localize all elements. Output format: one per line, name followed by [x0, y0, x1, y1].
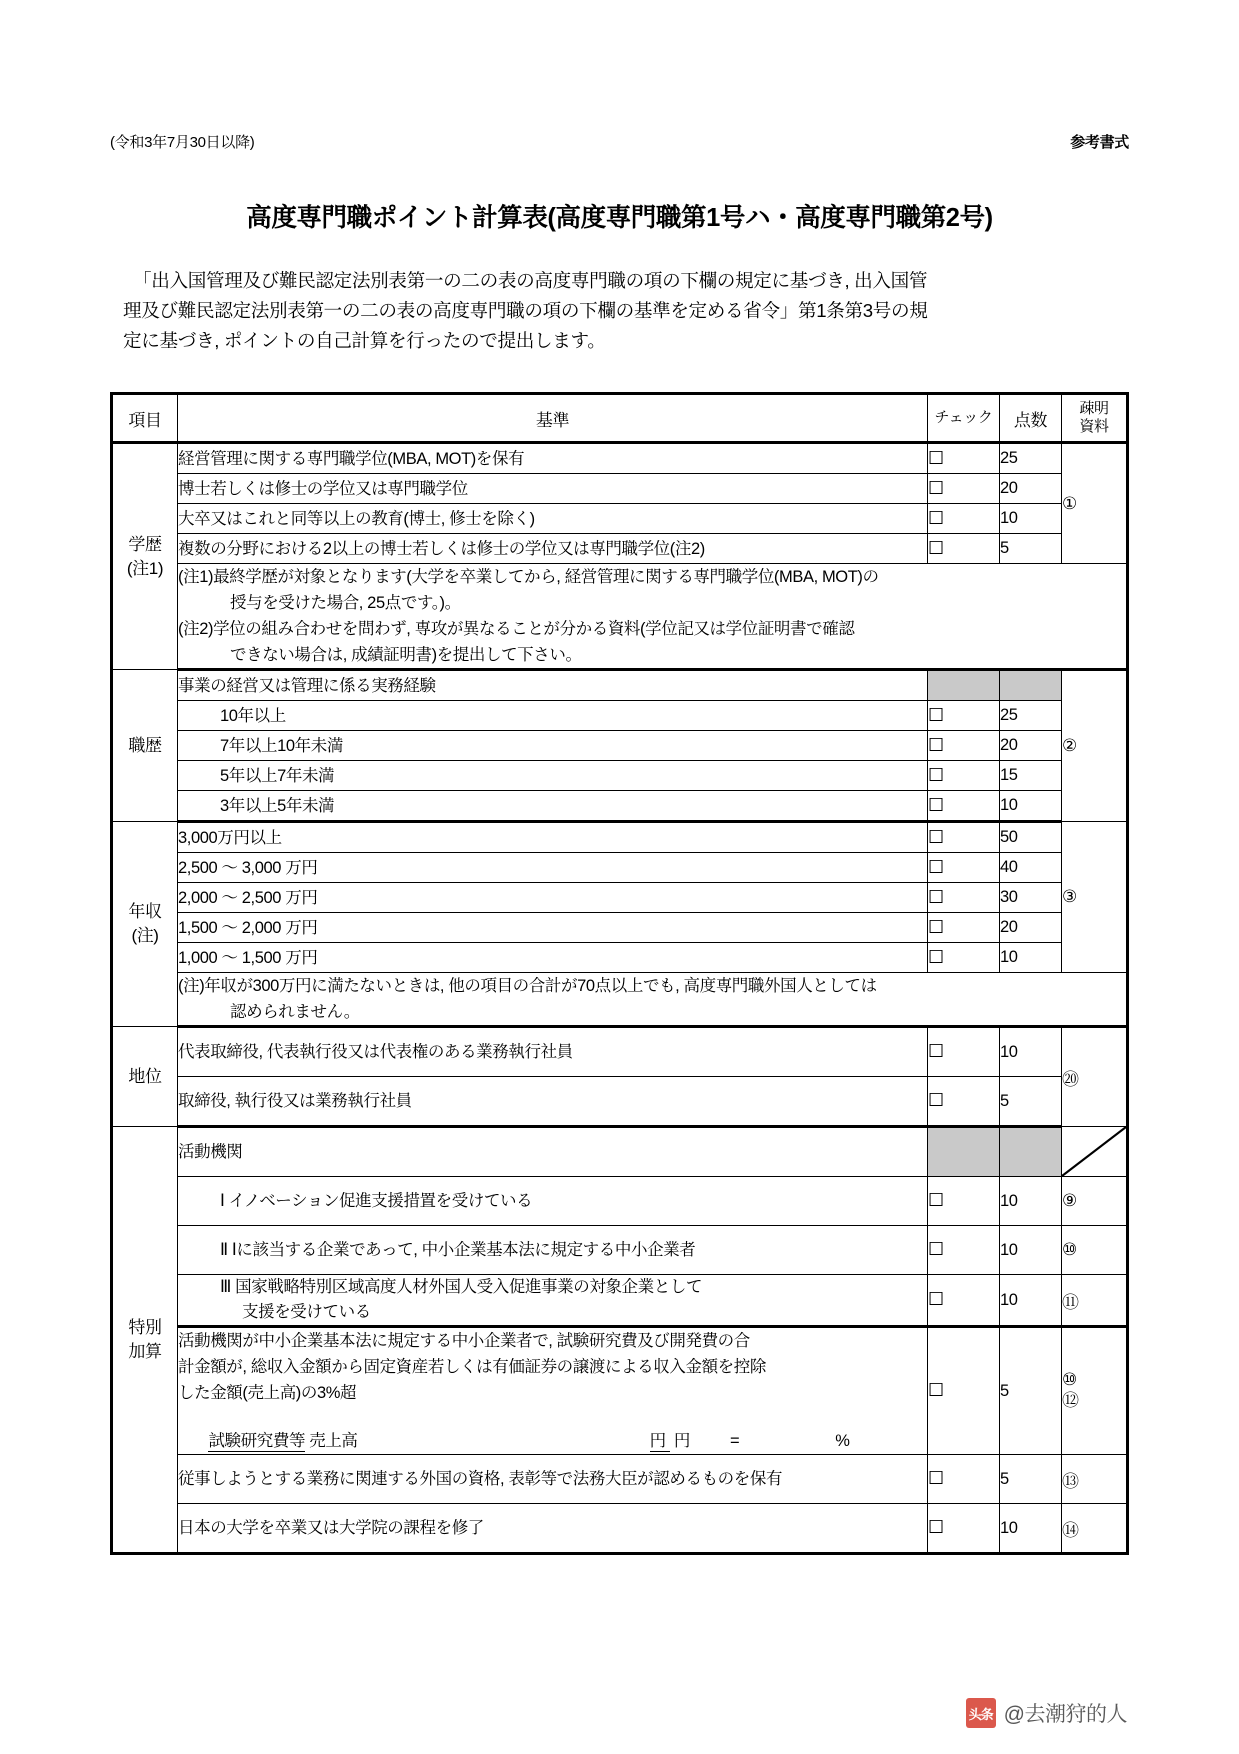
shaded-cell: [928, 670, 1000, 701]
criteria-cell: 複数の分野における2以上の博士若しくは修士の学位又は専門職学位(注2): [178, 534, 928, 564]
proof-line-1: ⑩: [1062, 1370, 1077, 1390]
numerator-unit: 円: [650, 1432, 670, 1452]
score-cell: 10: [1000, 1027, 1062, 1077]
table-row: [112, 1455, 1128, 1504]
header-proof-line-2: 資料: [1079, 418, 1109, 435]
criteria-cell: 取締役, 執行役又は業務執行社員: [178, 1077, 928, 1127]
table-header-row: [112, 394, 1128, 443]
table-row: [112, 1226, 1128, 1275]
criteria-cell: 大卒又はこれと同等以上の教育(博士, 修士を除く): [178, 504, 928, 534]
table-row-formula: [112, 1327, 1128, 1455]
table-row: [112, 943, 1128, 973]
criteria-line-1: Ⅲ 国家戦略特別区域高度人材外国人受入促進事業の対象企業として: [220, 1278, 703, 1296]
proof-cell: ⑩: [1062, 1226, 1128, 1275]
criteria-cell: 経営管理に関する専門職学位(MBA, MOT)を保有: [178, 443, 928, 474]
table-row: [112, 1504, 1128, 1554]
section-label-line-2: (注): [131, 926, 159, 945]
work-history-header: 事業の経営又は管理に係る実務経験: [178, 670, 928, 701]
checkbox[interactable]: ☐: [928, 1027, 1000, 1077]
checkbox[interactable]: ☐: [928, 504, 1000, 534]
criteria-cell: 2,000 ～ 2,500 万円: [178, 883, 928, 913]
table-row: [112, 443, 1128, 474]
proof-line-2: ⑫: [1062, 1391, 1079, 1411]
table-row: [112, 791, 1128, 822]
header-item: 項目: [112, 394, 178, 443]
table-row: [112, 474, 1128, 504]
education-notes: [178, 564, 1128, 670]
checkbox[interactable]: ☐: [928, 943, 1000, 973]
checkbox[interactable]: ☐: [928, 1327, 1000, 1455]
score-cell: 10: [1000, 1226, 1062, 1275]
table-row: [112, 701, 1128, 731]
score-cell: 10: [1000, 1177, 1062, 1226]
note-line: (注)年収が300万円に満たないときは, 他の項目の合計が70点以上でも, 高度専門職外国人としては: [178, 977, 877, 995]
table-row: [112, 1127, 1128, 1177]
checkbox[interactable]: ☐: [928, 1275, 1000, 1327]
watermark-text: @去潮狩的人: [1003, 1703, 1127, 1726]
formula-text-line-3: した金額(売上高)の3%超: [178, 1384, 357, 1402]
table-row-notes: [112, 564, 1128, 670]
annual-income-notes: [178, 973, 1128, 1027]
table-row: [112, 853, 1128, 883]
page-title: 高度専門職ポイント計算表(高度専門職第1号ハ・高度専門職第2号): [246, 204, 993, 232]
rd-ratio-formula: [178, 1428, 927, 1454]
section-label-position: 地位: [112, 1027, 178, 1127]
note-line: (注1)最終学歴が対象となります(大学を卒業してから, 経営管理に関する専門職学位(MBA, MOT)の: [178, 568, 879, 586]
fraction-input-fields[interactable]: [384, 1428, 694, 1454]
header-date-note: (令和3年7月30日以降): [110, 134, 255, 151]
criteria-cell: 2,500 ～ 3,000 万円: [178, 853, 928, 883]
note-line: 認められません。: [230, 1003, 360, 1021]
criteria-cell: [178, 1275, 928, 1327]
criteria-cell: 従事しようとする業務に関連する外国の資格, 表彰等で法務大臣が認めるものを保有: [178, 1455, 928, 1504]
score-cell: 30: [1000, 883, 1062, 913]
checkbox[interactable]: ☐: [928, 443, 1000, 474]
checkbox[interactable]: ☐: [928, 1177, 1000, 1226]
score-cell: 5: [1000, 1455, 1062, 1504]
diagonal-slash-cell: [1062, 1127, 1128, 1177]
intro-paragraph: [123, 266, 1033, 356]
intro-line-1: 「出入国管理及び難民認定法別表第一の二の表の高度専門職の項の下欄の規定に基づき, 出入国管: [133, 270, 928, 291]
section-label-line-1: 年収: [128, 902, 162, 921]
table-row: [112, 883, 1128, 913]
checkbox[interactable]: ☐: [928, 761, 1000, 791]
table-row: [112, 913, 1128, 943]
proof-cell: ②: [1062, 670, 1128, 822]
note-line: (注2)学位の組み合わせを問わず, 専攻が異なることが分かる資料(学位記又は学位証明書で確認: [178, 620, 855, 638]
proof-cell: ①: [1062, 443, 1128, 564]
score-cell: 25: [1000, 701, 1062, 731]
checkbox[interactable]: ☐: [928, 791, 1000, 822]
note-line: 授与を受けた場合, 25点です。)。: [230, 594, 461, 612]
checkbox[interactable]: ☐: [928, 913, 1000, 943]
section-label-line-2: (注1): [126, 558, 164, 578]
fraction-label: [208, 1428, 358, 1454]
header-check: チェック: [928, 394, 1000, 443]
checkbox[interactable]: ☐: [928, 474, 1000, 504]
section-label-education: [112, 443, 178, 670]
proof-cell: ⑬: [1062, 1455, 1128, 1504]
intro-line-2: 理及び難民認定法別表第一の二の表の高度専門職の項の下欄の基準を定める省令」第1条第3号の規: [123, 300, 928, 321]
score-cell: 5: [1000, 1077, 1062, 1127]
score-cell: 10: [1000, 1275, 1062, 1327]
points-calculation-table: [110, 392, 1129, 1555]
header-form-type: 参考書式: [1070, 134, 1129, 151]
score-cell: 50: [1000, 822, 1062, 853]
shaded-cell: [928, 1127, 1000, 1177]
score-cell: 10: [1000, 791, 1062, 822]
score-cell: 5: [1000, 534, 1062, 564]
criteria-cell: 7年以上10年未満: [178, 731, 928, 761]
table-row: [112, 822, 1128, 853]
criteria-cell: Ⅰ イノベーション促進支援措置を受けている: [178, 1177, 928, 1226]
table-row: [112, 761, 1128, 791]
checkbox[interactable]: ☐: [928, 853, 1000, 883]
checkbox[interactable]: ☐: [928, 1504, 1000, 1554]
checkbox[interactable]: ☐: [928, 534, 1000, 564]
intro-line-3: 定に基づき, ポイントの自己計算を行ったので提出します。: [123, 330, 606, 351]
proof-cell: ③: [1062, 822, 1128, 973]
section-label-line-1: 特別: [128, 1317, 162, 1337]
formula-text-line-1: 活動機関が中小企業基本法に規定する中小企業者で, 試験研究費及び開発費の合: [178, 1332, 750, 1350]
section-label-work-history: 職歴: [112, 670, 178, 822]
table-row: [112, 1077, 1128, 1127]
equals-sign: =: [730, 1432, 740, 1450]
header-criteria: 基準: [178, 394, 928, 443]
header-score: 点数: [1000, 394, 1062, 443]
score-cell: 10: [1000, 943, 1062, 973]
proof-cell: [1062, 1327, 1128, 1455]
note-line: できない場合は, 成績証明書)を提出して下さい。: [230, 646, 582, 664]
criteria-cell: 代表取締役, 代表執行役又は代表権のある業務執行社員: [178, 1027, 928, 1077]
checkbox[interactable]: ☐: [928, 701, 1000, 731]
diagonal-line-icon: [1062, 1127, 1126, 1176]
proof-cell: ⑳: [1062, 1027, 1128, 1127]
table-row: [112, 1027, 1128, 1077]
criteria-cell: 5年以上7年未満: [178, 761, 928, 791]
section-label-special-bonus: [112, 1127, 178, 1554]
table-row: [112, 504, 1128, 534]
document-header: [110, 131, 1129, 152]
organization-header: 活動機関: [178, 1127, 928, 1177]
checkbox[interactable]: ☐: [928, 822, 1000, 853]
table-row: [112, 1177, 1128, 1226]
formula-text-line-2: 計金額が, 総収入金額から固定資産若しくは有価証券の譲渡による収入金額を控除: [178, 1358, 766, 1376]
table-row: [112, 534, 1128, 564]
table-row: [112, 1275, 1128, 1327]
checkbox[interactable]: ☐: [928, 883, 1000, 913]
shaded-cell: [1000, 670, 1062, 701]
table-row-notes: [112, 973, 1128, 1027]
watermark: [966, 1698, 1127, 1728]
score-cell: 15: [1000, 761, 1062, 791]
header-proof-line-1: 疎明: [1079, 400, 1109, 417]
watermark-badge: 头条: [966, 1698, 996, 1728]
proof-cell: ⑭: [1062, 1504, 1128, 1554]
criteria-cell: 10年以上: [178, 701, 928, 731]
criteria-cell: 1,500 ～ 2,000 万円: [178, 913, 928, 943]
section-label-annual-income: [112, 822, 178, 1027]
checkbox[interactable]: ☐: [928, 1226, 1000, 1275]
checkbox[interactable]: ☐: [928, 1455, 1000, 1504]
score-cell: 40: [1000, 853, 1062, 883]
table-row: [112, 731, 1128, 761]
criteria-cell: 1,000 ～ 1,500 万円: [178, 943, 928, 973]
score-cell: 5: [1000, 1327, 1062, 1455]
criteria-cell: 3,000万円以上: [178, 822, 928, 853]
score-cell: 20: [1000, 913, 1062, 943]
proof-cell: ⑨: [1062, 1177, 1128, 1226]
score-cell: 10: [1000, 504, 1062, 534]
score-cell: 10: [1000, 1504, 1062, 1554]
percent-sign: %: [835, 1432, 850, 1450]
criteria-cell: 博士若しくは修士の学位又は専門職学位: [178, 474, 928, 504]
section-label-line-1: 学歴: [128, 534, 162, 554]
score-cell: 20: [1000, 474, 1062, 504]
checkbox[interactable]: ☐: [928, 1077, 1000, 1127]
section-label-line-2: 加算: [128, 1341, 162, 1361]
fraction-numerator-label: 試験研究費等: [208, 1432, 306, 1450]
header-proof: [1062, 394, 1128, 443]
criteria-line-2: 支援を受けている: [242, 1303, 371, 1321]
score-cell: 20: [1000, 731, 1062, 761]
score-cell: 25: [1000, 443, 1062, 474]
criteria-cell: 日本の大学を卒業又は大学院の課程を修了: [178, 1504, 928, 1554]
criteria-cell: Ⅱ Ⅰに該当する企業であって, 中小企業基本法に規定する中小企業者: [178, 1226, 928, 1275]
criteria-cell: 3年以上5年未満: [178, 791, 928, 822]
table-row: [112, 670, 1128, 701]
fraction-denominator-label: 売上高: [309, 1432, 358, 1450]
denominator-unit: 円: [673, 1432, 690, 1450]
checkbox[interactable]: ☐: [928, 731, 1000, 761]
proof-cell: ⑪: [1062, 1275, 1128, 1327]
rd-expense-criteria: [178, 1327, 928, 1455]
shaded-cell: [1000, 1127, 1062, 1177]
